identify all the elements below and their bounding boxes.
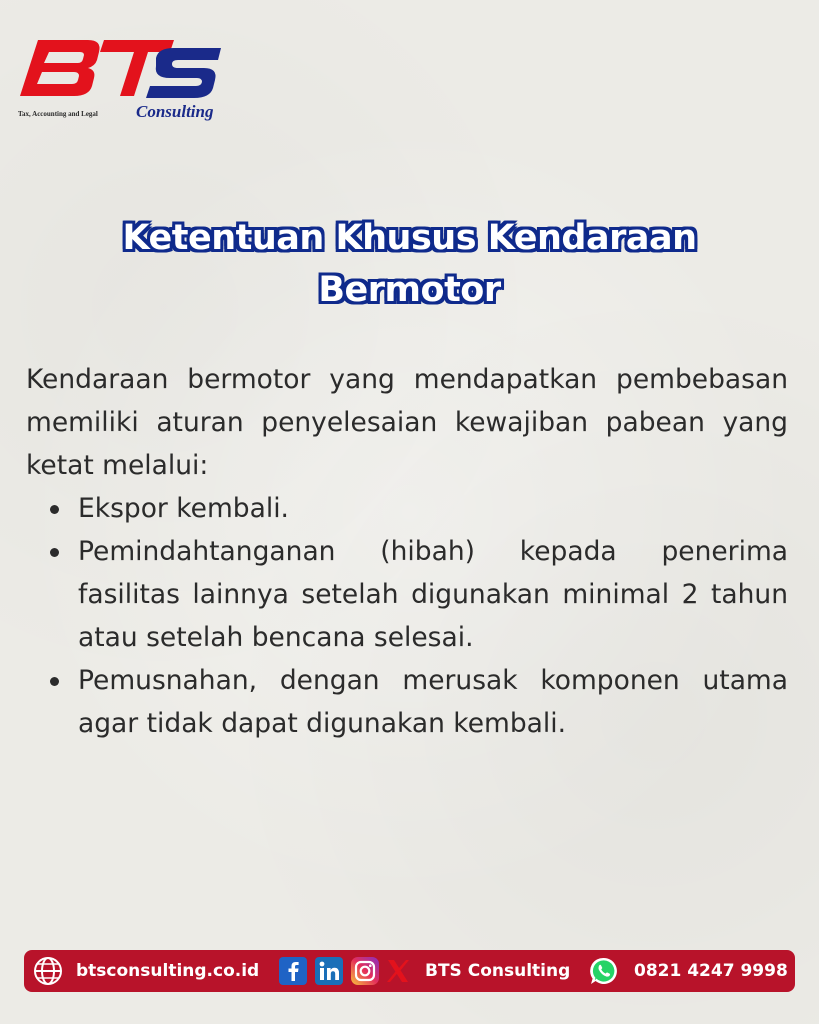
page-title bbox=[0, 212, 819, 316]
list-item-text: Ekspor kembali. bbox=[78, 493, 289, 524]
logo-tagline: Tax, Accounting and Legal bbox=[18, 110, 98, 118]
body-content bbox=[26, 358, 788, 745]
bullet-list bbox=[26, 487, 788, 745]
bts-logo bbox=[16, 36, 221, 131]
list-item-text: Pemindahtanganan (hibah) kepada penerima fasilitas lainnya setelah digunakan minimal 2 tahun atau setelah bencana selesai. bbox=[78, 536, 788, 653]
logo-consulting-text: Consulting bbox=[136, 102, 214, 121]
facebook-icon[interactable] bbox=[279, 957, 307, 985]
title-line-1: Ketentuan Khusus Kendaraan bbox=[122, 218, 697, 258]
intro-paragraph: Kendaraan bermotor yang mendapatkan pembebasan memiliki aturan penyelesaian kewajiban pabean yang ketat melalui: bbox=[26, 364, 788, 481]
website-link[interactable] bbox=[32, 950, 259, 992]
list-item bbox=[26, 487, 788, 530]
bullet-icon bbox=[50, 505, 59, 514]
x-icon[interactable] bbox=[385, 957, 411, 985]
instagram-icon[interactable] bbox=[351, 957, 379, 985]
bts-logo-mark bbox=[16, 36, 221, 106]
linkedin-icon[interactable] bbox=[315, 957, 343, 985]
list-item bbox=[26, 659, 788, 745]
social-name-text: BTS Consulting bbox=[425, 961, 571, 981]
bullet-icon bbox=[50, 677, 59, 686]
footer-bar bbox=[24, 950, 795, 992]
website-text: btsconsulting.co.id bbox=[76, 961, 260, 981]
globe-icon bbox=[32, 955, 64, 987]
whatsapp-icon bbox=[588, 955, 620, 987]
title-line-2: Bermotor bbox=[318, 270, 501, 310]
social-icons bbox=[279, 950, 570, 992]
whatsapp-contact[interactable] bbox=[588, 950, 788, 992]
bullet-icon bbox=[50, 548, 59, 557]
phone-number-text: 0821 4247 9998 bbox=[634, 961, 788, 981]
list-item bbox=[26, 530, 788, 659]
list-item-text: Pemusnahan, dengan merusak komponen utama agar tidak dapat digunakan kembali. bbox=[78, 665, 788, 739]
